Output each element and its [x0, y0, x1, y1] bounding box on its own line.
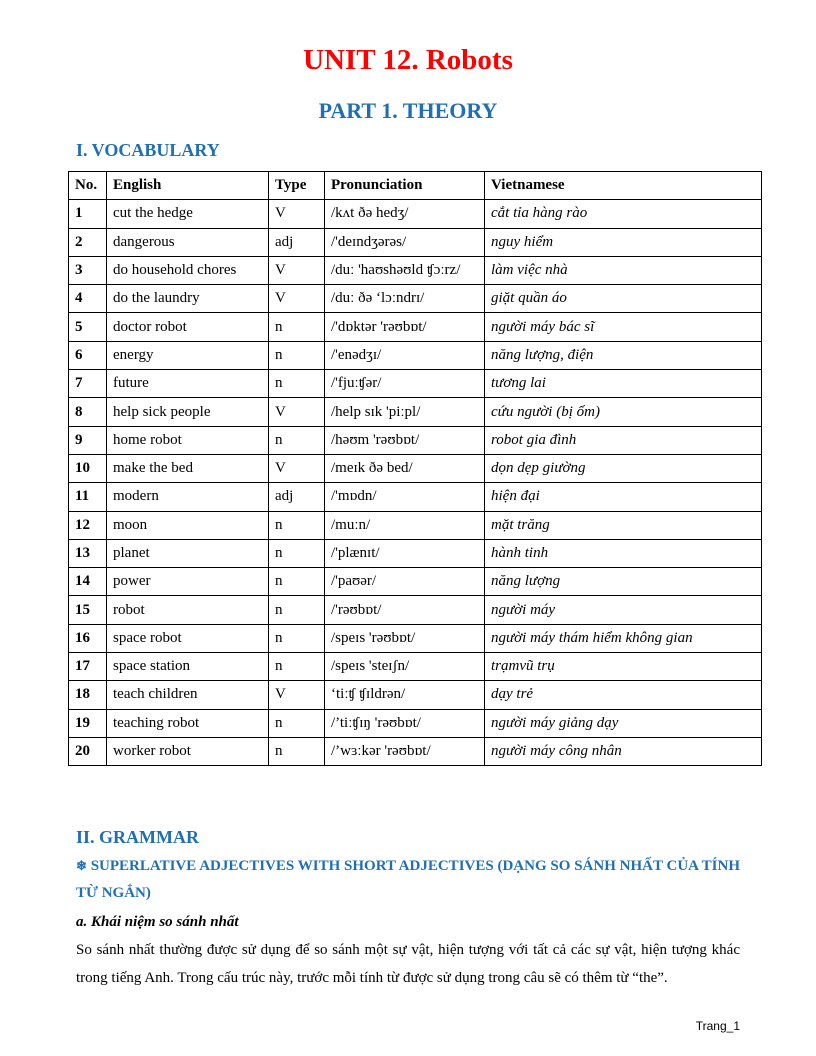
cell-no: 2 [69, 228, 107, 256]
cell-no: 18 [69, 681, 107, 709]
table-row [69, 596, 762, 624]
cell-pronunciation: ‘tiːʧ ʧɪldrən/ [325, 681, 485, 709]
cell-type: V [269, 256, 325, 284]
cell-english: planet [107, 539, 269, 567]
cell-type: adj [269, 483, 325, 511]
cell-vietnamese: hành tinh [485, 539, 762, 567]
page-number: Trang_1 [695, 1019, 740, 1033]
cell-vietnamese: dạy trẻ [485, 681, 762, 709]
grammar-heading: II. GRAMMAR [76, 827, 199, 847]
concept-body: So sánh nhất thường được sử dụng để so sánh một sự vật, hiện tượng với tất cả các sự vật, hiện tượng khác trong tiếng Anh. Trong cấu trúc này, trước mỗi tính từ được sử dụng trong câu sẽ có thêm từ “the”. [76, 942, 740, 986]
cell-no: 15 [69, 596, 107, 624]
table-row [69, 681, 762, 709]
cell-type: V [269, 681, 325, 709]
cell-no: 4 [69, 285, 107, 313]
cell-vietnamese: người máy thám hiểm không gian [485, 624, 762, 652]
table-row [69, 624, 762, 652]
cell-pronunciation: /'fjuːʧər/ [325, 370, 485, 398]
cell-vietnamese: trạmvũ trụ [485, 653, 762, 681]
table-row [69, 709, 762, 737]
cell-vietnamese: làm việc nhà [485, 256, 762, 284]
cell-pronunciation: /'deɪndʒərəs/ [325, 228, 485, 256]
cell-english: space station [107, 653, 269, 681]
table-row [69, 653, 762, 681]
table-row [69, 398, 762, 426]
cell-type: n [269, 370, 325, 398]
table-row [69, 200, 762, 228]
cell-pronunciation: /’wɜːkər 'rəʊbɒt/ [325, 737, 485, 765]
table-row [69, 370, 762, 398]
cell-english: cut the hedge [107, 200, 269, 228]
cell-vietnamese: cắt tỉa hàng rào [485, 200, 762, 228]
cell-no: 3 [69, 256, 107, 284]
table-row [69, 511, 762, 539]
concept-heading: a. Khái niệm so sánh nhất [76, 914, 239, 930]
cell-vietnamese: giặt quần áo [485, 285, 762, 313]
cell-type: n [269, 539, 325, 567]
cell-english: do the laundry [107, 285, 269, 313]
cell-type: n [269, 568, 325, 596]
cell-type: V [269, 398, 325, 426]
cell-type: n [269, 511, 325, 539]
header-column-pronunciation: Pronunciation [325, 172, 485, 200]
table-row [69, 285, 762, 313]
table-header-row [69, 172, 762, 200]
cell-type: adj [269, 228, 325, 256]
cell-pronunciation: /speɪs 'steɪʃn/ [325, 653, 485, 681]
cell-type: n [269, 737, 325, 765]
cell-english: make the bed [107, 454, 269, 482]
cell-type: n [269, 709, 325, 737]
cell-no: 19 [69, 709, 107, 737]
header-column-vietnamese: Vietnamese [485, 172, 762, 200]
cell-pronunciation: /meɪk ðə bed/ [325, 454, 485, 482]
cell-no: 16 [69, 624, 107, 652]
cell-vietnamese: cứu người (bị ốm) [485, 398, 762, 426]
cell-pronunciation: /həʊm 'rəʊbɒt/ [325, 426, 485, 454]
cell-no: 9 [69, 426, 107, 454]
cell-english: space robot [107, 624, 269, 652]
cell-type: V [269, 285, 325, 313]
cell-english: modern [107, 483, 269, 511]
table-row [69, 539, 762, 567]
part-title: PART 1. THEORY [318, 98, 498, 123]
vocabulary-table [68, 171, 762, 766]
cell-pronunciation: /'mɒdn/ [325, 483, 485, 511]
table-row [69, 454, 762, 482]
cell-english: home robot [107, 426, 269, 454]
cell-no: 12 [69, 511, 107, 539]
cell-vietnamese: năng lượng [485, 568, 762, 596]
cell-vietnamese: năng lượng, điện [485, 341, 762, 369]
cell-no: 8 [69, 398, 107, 426]
cell-no: 5 [69, 313, 107, 341]
cell-no: 14 [69, 568, 107, 596]
cell-pronunciation: /duː ðə ‘lɔːndrɪ/ [325, 285, 485, 313]
cell-pronunciation: /'paʊər/ [325, 568, 485, 596]
cell-pronunciation: /duː 'haʊshəʊld ʧɔːrz/ [325, 256, 485, 284]
cell-no: 11 [69, 483, 107, 511]
cell-pronunciation: /speɪs 'rəʊbɒt/ [325, 624, 485, 652]
cell-vietnamese: hiện đại [485, 483, 762, 511]
cell-vietnamese: mặt trăng [485, 511, 762, 539]
cell-english: power [107, 568, 269, 596]
cell-type: V [269, 200, 325, 228]
unit-title: UNIT 12. Robots [303, 44, 513, 76]
cell-english: dangerous [107, 228, 269, 256]
cell-pronunciation: /help sɪk 'piːpl/ [325, 398, 485, 426]
cell-no: 20 [69, 737, 107, 765]
cell-vietnamese: robot gia đình [485, 426, 762, 454]
cell-vietnamese: người máy công nhân [485, 737, 762, 765]
cell-english: future [107, 370, 269, 398]
cell-type: V [269, 454, 325, 482]
cell-type: n [269, 426, 325, 454]
table-row [69, 256, 762, 284]
table-row [69, 483, 762, 511]
cell-english: teaching robot [107, 709, 269, 737]
cell-pronunciation: /'rəʊbɒt/ [325, 596, 485, 624]
superlative-subheading-text: SUPERLATIVE ADJECTIVES WITH SHORT ADJECTIVES (DẠNG SO SÁNH NHẤT CỦA TÍNH TỪ NGẮN) [76, 858, 740, 901]
cell-no: 6 [69, 341, 107, 369]
table-row [69, 426, 762, 454]
table-row [69, 341, 762, 369]
header-column-english: English [107, 172, 269, 200]
cell-vietnamese: người máy [485, 596, 762, 624]
cell-no: 13 [69, 539, 107, 567]
header-column-no: No. [69, 172, 107, 200]
table-row [69, 228, 762, 256]
cell-english: energy [107, 341, 269, 369]
cell-pronunciation: /'dɒktər 'rəʊbɒt/ [325, 313, 485, 341]
cell-type: n [269, 624, 325, 652]
cell-type: n [269, 341, 325, 369]
cell-vietnamese: dọn dẹp giường [485, 454, 762, 482]
cell-english: worker robot [107, 737, 269, 765]
cell-no: 1 [69, 200, 107, 228]
cell-no: 17 [69, 653, 107, 681]
cell-english: help sick people [107, 398, 269, 426]
cell-pronunciation: /'plænɪt/ [325, 539, 485, 567]
table-row [69, 313, 762, 341]
cell-english: robot [107, 596, 269, 624]
cell-vietnamese: nguy hiểm [485, 228, 762, 256]
cell-pronunciation: /muːn/ [325, 511, 485, 539]
table-body [69, 200, 762, 766]
table-row [69, 568, 762, 596]
cell-english: do household chores [107, 256, 269, 284]
cell-english: doctor robot [107, 313, 269, 341]
superlative-subheading [76, 852, 740, 907]
snowflake-icon: ❄ [76, 858, 87, 873]
cell-type: n [269, 653, 325, 681]
cell-vietnamese: người máy giảng dạy [485, 709, 762, 737]
table-row [69, 737, 762, 765]
cell-type: n [269, 313, 325, 341]
vocabulary-heading: I. VOCABULARY [76, 140, 220, 160]
cell-english: teach children [107, 681, 269, 709]
cell-pronunciation: /kʌt ðə hedʒ/ [325, 200, 485, 228]
cell-vietnamese: người máy bác sĩ [485, 313, 762, 341]
cell-no: 10 [69, 454, 107, 482]
cell-no: 7 [69, 370, 107, 398]
header-column-type: Type [269, 172, 325, 200]
cell-english: moon [107, 511, 269, 539]
cell-vietnamese: tương lai [485, 370, 762, 398]
cell-type: n [269, 596, 325, 624]
cell-pronunciation: /’tiːʧɪŋ 'rəʊbɒt/ [325, 709, 485, 737]
cell-pronunciation: /'enədʒɪ/ [325, 341, 485, 369]
